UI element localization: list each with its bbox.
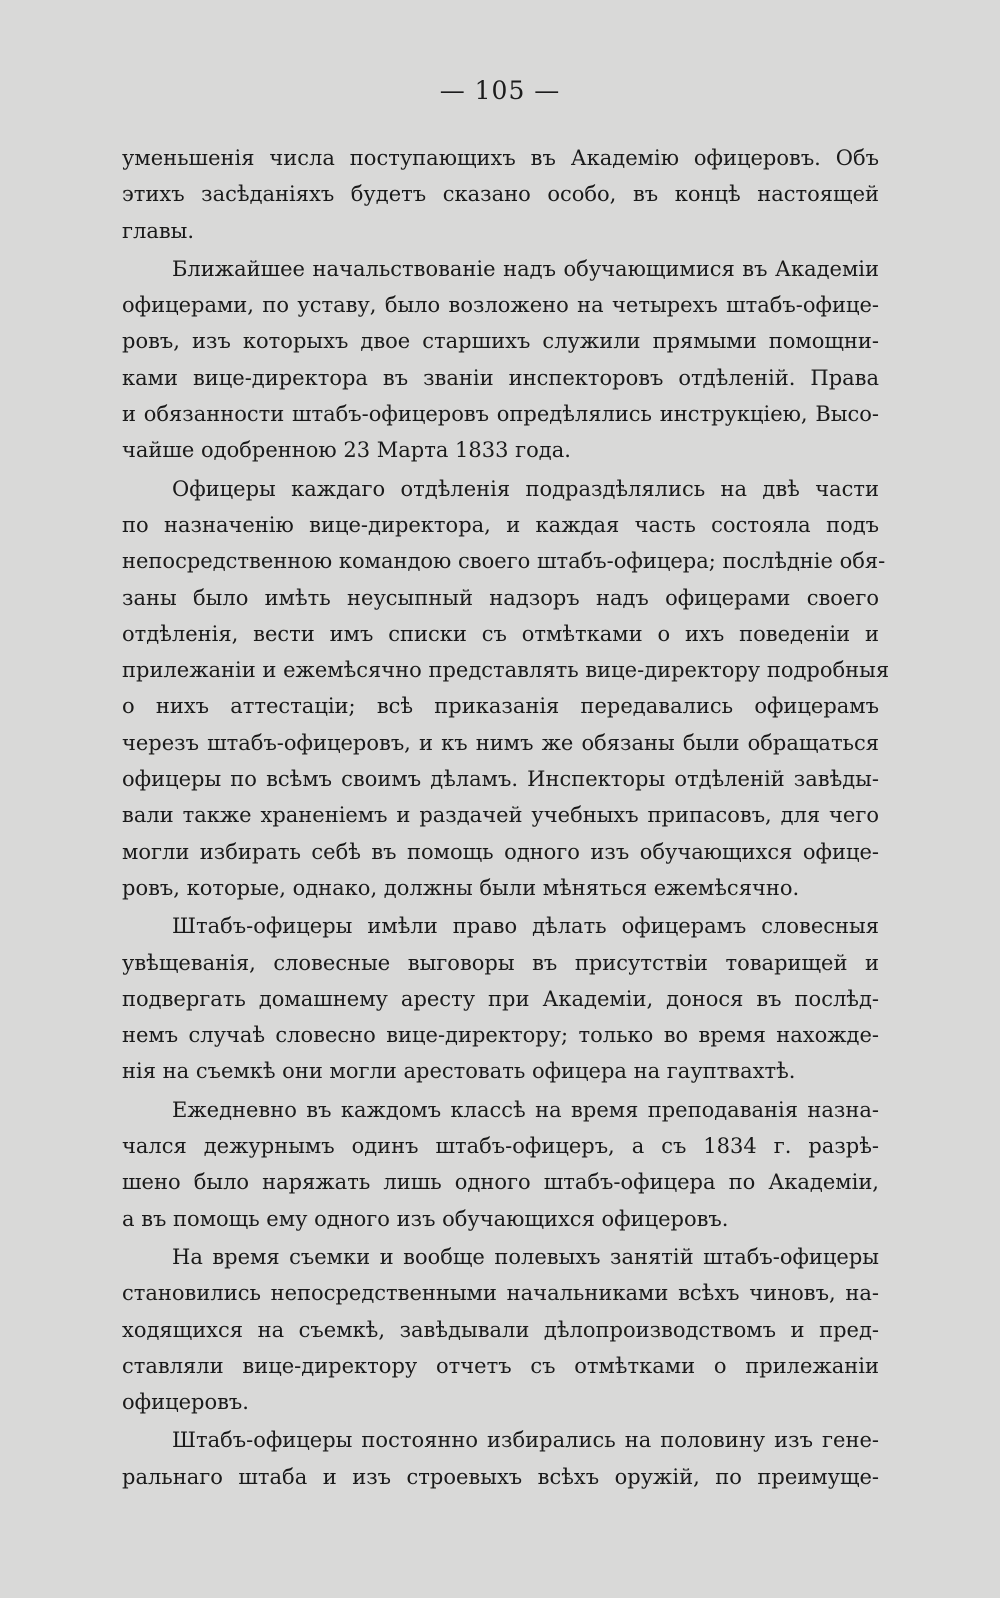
text-line: становились непосредственными начальниками всѣхъ чиновъ, на-: [122, 1281, 879, 1306]
text-line: подвергать домашнему аресту при Академіи, донося въ послѣд-: [122, 986, 879, 1011]
text-line: офицерами, по уставу, было возложено на четырехъ штабъ-офице-: [122, 293, 879, 318]
text-line: главы.: [122, 218, 195, 243]
text-line: заны было имѣть неусыпный надзоръ надъ офицерами своего: [122, 585, 879, 610]
text-line: Офицеры каждаго отдѣленія подраздѣлялись на двѣ части: [172, 476, 879, 501]
text-line: ровъ, изъ которыхъ двое старшихъ служили прямыми помощни-: [122, 329, 879, 354]
text-line: по назначенію вице-директора, и каждая часть состояла подъ: [122, 512, 879, 537]
page-number: — 105 —: [439, 76, 561, 105]
text-line: Ежедневно въ каждомъ классѣ на время преподаванія назна-: [172, 1097, 879, 1122]
text-line: чался дежурнымъ одинъ штабъ-офицеръ, а съ 1834 г. разрѣ-: [122, 1134, 879, 1159]
text-line: чайше одобренною 23 Марта 1833 года.: [122, 438, 571, 463]
text-line: ставляли вице-директору отчетъ съ отмѣтками о прилежаніи: [122, 1353, 879, 1378]
text-line: непосредственною командою своего штабъ-офицера; послѣдніе обя-: [122, 549, 886, 574]
text-line: офицеры по всѣмъ своимъ дѣламъ. Инспекторы отдѣленій завѣды-: [122, 767, 879, 792]
paragraph: [122, 1239, 879, 1420]
text-line: вали также храненіемъ и раздачей учебныхъ припасовъ, для чего: [122, 803, 879, 828]
text-line: а въ помощь ему одного изъ обучающихся офицеровъ.: [122, 1206, 729, 1231]
paragraph: [122, 251, 879, 469]
paragraph: [122, 1422, 879, 1495]
text-line: нія на съемкѣ они могли арестовать офицера на гауптвахтѣ.: [122, 1059, 796, 1084]
text-line: увѣщеванія, словесные выговоры въ присутствіи товарищей и: [122, 950, 879, 975]
text-line: черезъ штабъ-офицеровъ, и къ нимъ же обязаны были обращаться: [122, 730, 879, 755]
text-line: ральнаго штаба и изъ строевыхъ всѣхъ оружій, по преимуще-: [122, 1464, 879, 1489]
text-line: шено было наряжать лишь одного штабъ-офицера по Академіи,: [122, 1170, 879, 1195]
text-line: уменьшенія числа поступающихъ въ Академію офицеровъ. Объ: [122, 146, 879, 170]
text-line: ходящихся на съемкѣ, завѣдывали дѣлопроизводствомъ и пред-: [122, 1317, 879, 1342]
text-line: Ближайшее начальствованіе надъ обучающимися въ Академіи: [172, 256, 879, 281]
text-line: Штабъ-офицеры имѣли право дѣлать офицерамъ словесныя: [172, 914, 879, 939]
paragraph: [122, 1092, 879, 1237]
text-line: На время съемки и вообще полевыхъ занятій штабъ-офицеры: [172, 1244, 879, 1269]
text-line: прилежаніи и ежемѣсячно представлять вице-директору подробныя: [122, 658, 890, 683]
text-line: ками вице-директора въ званіи инспекторовъ отдѣленій. Права: [122, 365, 879, 390]
text-line: и обязанности штабъ-офицеровъ опредѣлялись инструкціею, Высо-: [122, 402, 879, 427]
text-line: Штабъ-офицеры постоянно избирались на половину изъ гене-: [172, 1428, 879, 1453]
body-text: [122, 140, 890, 1495]
text-line: немъ случаѣ словесно вице-директору; только во время нахожде-: [122, 1023, 879, 1048]
text-line: этихъ засѣданіяхъ будетъ сказано особо, въ концѣ настоящей: [122, 182, 879, 207]
text-line: отдѣленія, вести имъ списки съ отмѣтками о ихъ поведеніи и: [122, 621, 879, 646]
text-line: офицеровъ.: [122, 1390, 249, 1415]
text-line: о нихъ аттестаціи; всѣ приказанія передавались офицерамъ: [122, 694, 879, 719]
text-line: ровъ, которые, однако, должны были мѣняться ежемѣсячно.: [122, 875, 800, 900]
paragraph: [122, 908, 879, 1089]
text-line: могли избирать себѣ въ помощь одного изъ обучающихся офице-: [122, 839, 879, 864]
paragraph: [122, 471, 890, 907]
paragraph: [122, 140, 879, 249]
